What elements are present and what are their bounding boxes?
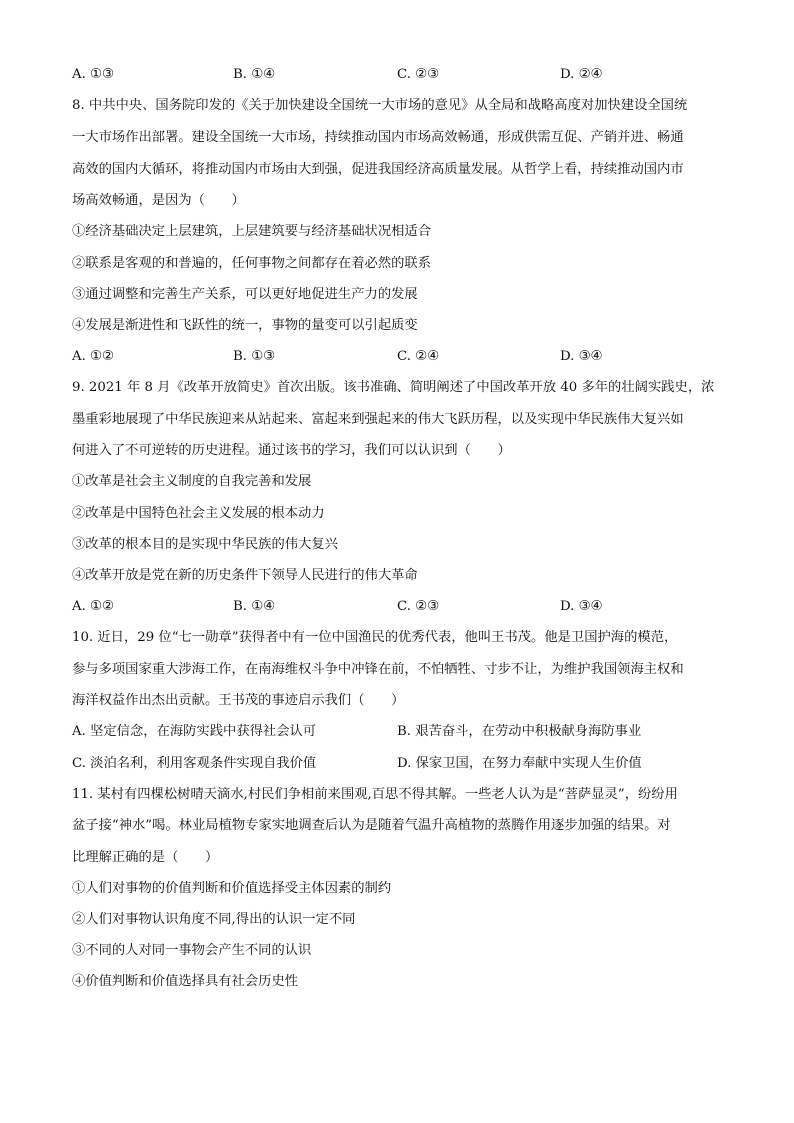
q7-option-c: C. ②③	[397, 67, 439, 82]
q10-option-a: A. 坚定信念，在海防实践中获得社会认可	[72, 724, 317, 739]
q10-stem-line: 海洋权益作出杰出贡献。王书茂的事迹启示我们（ ）	[72, 693, 405, 708]
q9-statement: ②改革是中国特色社会主义发展的根本动力	[72, 506, 325, 521]
q8-stem-line: 一大市场作出部署。建设全国统一大市场，持续推动国内市场高效畅通，形成供需互促、产销并进、畅通	[72, 130, 684, 145]
q7-option-b: B. ①④	[233, 67, 276, 82]
q11-statement: ④价值判断和价值选择具有社会历史性	[72, 974, 299, 989]
q8-stem-line: 高效的国内大循环，将推动国内市场由大到强，促进我国经济高质量发展。从哲学上看，持续推动国内市	[72, 162, 684, 177]
q9-stem-line: 9. 2021 年 8 月《改革开放简史》首次出版。该书准确、简明阐述了中国改革开放 40 多年的壮阔实践史，浓	[72, 380, 715, 395]
q9-option-d: D. ③④	[560, 599, 603, 614]
q9-statement: ③改革的根本目的是实现中华民族的伟大复兴	[72, 537, 338, 552]
q8-option-a: A. ①②	[72, 349, 114, 364]
q7-option-d: D. ②④	[560, 67, 603, 82]
q10-stem-line: 参与多项国家重大涉海工作，在南海维权斗争中冲锋在前，不怕牺牲、寸步不让，为维护我国领海主权和	[72, 662, 684, 677]
q9-option-b: B. ①④	[233, 599, 276, 614]
q9-stem-line: 何进入了不可逆转的历史进程。通过该书的学习，我们可以认识到（ ）	[72, 443, 511, 458]
q9-statement: ①改革是社会主义制度的自我完善和发展	[72, 474, 312, 489]
q11-stem-line: 盆子接“神水”喝。林业局植物专家实地调查后认为是随着气温升高植物的蒸腾作用逐步加强的结果。对	[72, 818, 671, 833]
q10-stem-line: 10. 近日，29 位“七一勋章”获得者中有一位中国渔民的优秀代表，他叫王书茂。他是卫国护海的模范，	[72, 630, 678, 645]
q10-option-d: D. 保家卫国，在努力奉献中实现人生价值	[397, 756, 642, 771]
q11-statement: ③不同的人对同一事物会产生不同的认识	[72, 943, 312, 958]
q11-statement: ②人们对事物认识角度不同,得出的认识一定不同	[72, 912, 356, 927]
q8-option-b: B. ①③	[233, 349, 276, 364]
q7-option-a: A. ①③	[72, 67, 114, 82]
q8-statement: ①经济基础决定上层建筑，上层建筑要与经济基础状况相适合	[72, 224, 432, 239]
q8-option-d: D. ③④	[560, 349, 603, 364]
q11-statement: ①人们对事物的价值判断和价值选择受主体因素的制约	[72, 881, 392, 896]
q11-stem-line: 11. 某村有四棵松树晴天滴水,村民们争相前来围观,百思不得其解。一些老人认为是“菩萨显灵”，纷纷用	[72, 787, 678, 802]
q8-option-c: C. ②④	[397, 349, 439, 364]
q8-statement: ②联系是客观的和普遍的，任何事物之间都存在着必然的联系	[72, 256, 432, 271]
q8-stem-line: 场高效畅通，是因为（ ）	[72, 193, 245, 208]
q8-statement: ④发展是渐进性和飞跃性的统一，事物的量变可以引起质变	[72, 318, 418, 333]
q10-option-c: C. 淡泊名利，利用客观条件实现自我价值	[72, 756, 317, 771]
q8-stem-line: 8. 中共中央、国务院印发的《关于加快建设全国统一大市场的意见》从全局和战略高度对加快建设全国统	[72, 98, 688, 113]
q9-option-a: A. ①②	[72, 599, 114, 614]
q9-option-c: C. ②③	[397, 599, 439, 614]
q9-stem-line: 墨重彩地展现了中华民族迎来从站起来、富起来到强起来的伟大飞跃历程，以及实现中华民族伟大复兴如	[72, 412, 684, 427]
q9-statement: ④改革开放是党在新的历史条件下领导人民进行的伟大革命	[72, 568, 418, 583]
q11-stem-line: 比理解正确的是（ ）	[72, 850, 219, 865]
q10-option-b: B. 艰苦奋斗，在劳动中积极献身海防事业	[397, 724, 642, 739]
q8-statement: ③通过调整和完善生产关系，可以更好地促进生产力的发展	[72, 287, 418, 302]
